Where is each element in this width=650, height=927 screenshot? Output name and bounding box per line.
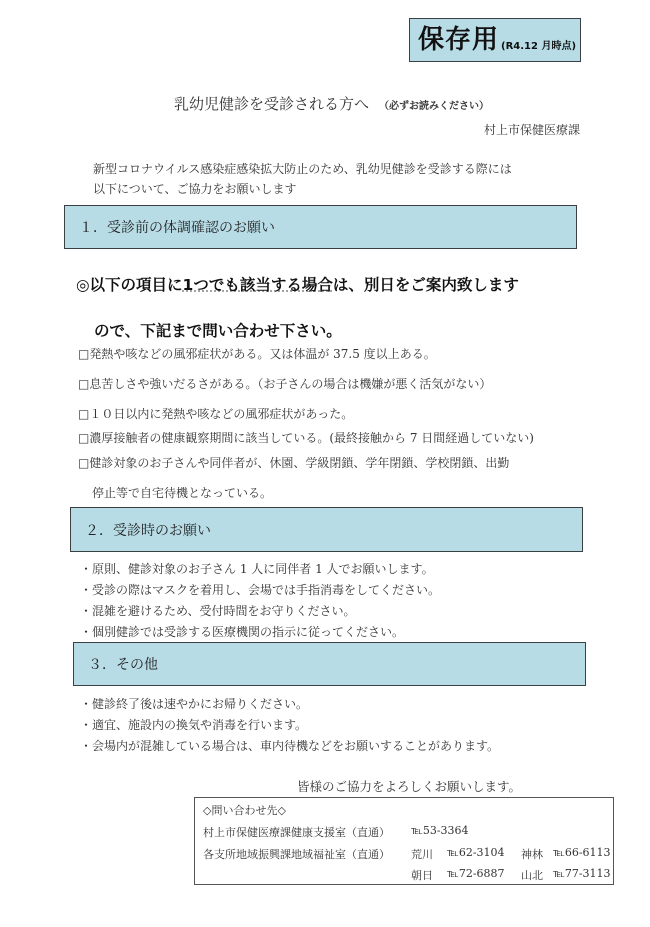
section-3-heading: ３．その他 xyxy=(73,642,586,686)
branch-name: 荒川 xyxy=(411,848,433,861)
branch-tel: ℡66-6113 xyxy=(553,846,611,859)
bullet-item: ・健診終了後は速やかにお帰りください。 xyxy=(80,697,309,711)
notice-pre: 以下の項目に xyxy=(89,276,183,294)
bullet-item: ・混雑を避けるため、受付時間をお守りください。 xyxy=(80,604,356,618)
document-title xyxy=(174,93,489,114)
title-note: （必ずお読みください） xyxy=(379,101,490,112)
contact-branches-label: 各支所地域振興課地域福祉室（直通） xyxy=(203,848,390,861)
branch-name: 神林 xyxy=(521,848,543,861)
check-item: □１０日以内に発熱や咳などの風邪症状があった。 xyxy=(78,407,354,421)
bullet-item: ・個別健診では受診する医療機関の指示に従ってください。 xyxy=(80,625,405,639)
bullet-item: ・受診の際はマスクを着用し、会場では手指消毒をしてください。 xyxy=(80,583,441,597)
closing-message: 皆様のご協力をよろしくお願いします。 xyxy=(297,779,522,794)
notice-underlined: 1つでも該当する場合 xyxy=(182,276,333,294)
bullet-item: ・原則、健診対象のお子さん 1 人に同伴者 1 人でお願いします。 xyxy=(80,562,434,576)
section-2-heading: ２．受診時のお願い xyxy=(70,507,583,552)
check-item-continuation: 停止等で自宅待機となっている。 xyxy=(92,486,273,500)
storage-stamp xyxy=(409,18,581,62)
title-text: 乳幼児健診を受診される方へ xyxy=(174,95,370,113)
branch-tel: ℡72-6887 xyxy=(447,867,505,880)
double-circle-icon: ◎ xyxy=(76,276,90,294)
contact-main-tel: ℡53-3364 xyxy=(411,824,469,837)
branch-name: 朝日 xyxy=(411,869,433,882)
notice-post: は、別日をご案内致します xyxy=(332,276,519,294)
branch-tel: ℡62-3104 xyxy=(447,846,505,859)
section-1-notice xyxy=(76,262,519,354)
intro-line-1: 新型コロナウイルス感染症感染拡大防止のため、乳幼児健診を受診する際には xyxy=(93,162,512,176)
bullet-item: ・適宜、施設内の換気や消毒を行います。 xyxy=(80,718,308,732)
contact-heading: ◇問い合わせ先◇ xyxy=(203,804,286,817)
branch-tel: ℡77-3113 xyxy=(553,867,611,880)
intro-line-2: 以下について、ご協力をお願いします xyxy=(93,182,297,196)
check-item: □健診対象のお子さんや同伴者が、休園、学級閉鎖、学年閉鎖、学校閉鎖、出勤 xyxy=(78,456,510,470)
section-1-heading: １．受診前の体調確認のお願い xyxy=(64,205,577,249)
check-item: □発熱や咳などの風邪症状がある。又は体温が 37.5 度以上ある。 xyxy=(78,347,436,361)
contact-main-label: 村上市保健医療課健康支援室（直通） xyxy=(203,826,390,839)
stamp-label: 保存用 xyxy=(418,25,500,55)
notice-line-2: ので、下記まで問い合わせ下さい。 xyxy=(94,322,342,340)
intro-text xyxy=(93,159,512,199)
branch-name: 山北 xyxy=(521,869,543,882)
contact-box xyxy=(194,797,614,885)
bullet-item: ・会場内が混雑している場合は、車内待機などをお願いすることがあります。 xyxy=(80,739,500,753)
check-item: □濃厚接触者の健康観察期間に該当している。(最終接触から 7 日間経過していない) xyxy=(78,431,534,445)
department-name: 村上市保健医療課 xyxy=(484,123,581,137)
check-item: □息苦しさや強いだるさがある。（お子さんの場合は機嫌が悪く活気がない） xyxy=(78,377,492,391)
stamp-date-note: (R4.12 月時点) xyxy=(501,41,577,52)
notice-line-1 xyxy=(76,262,519,308)
